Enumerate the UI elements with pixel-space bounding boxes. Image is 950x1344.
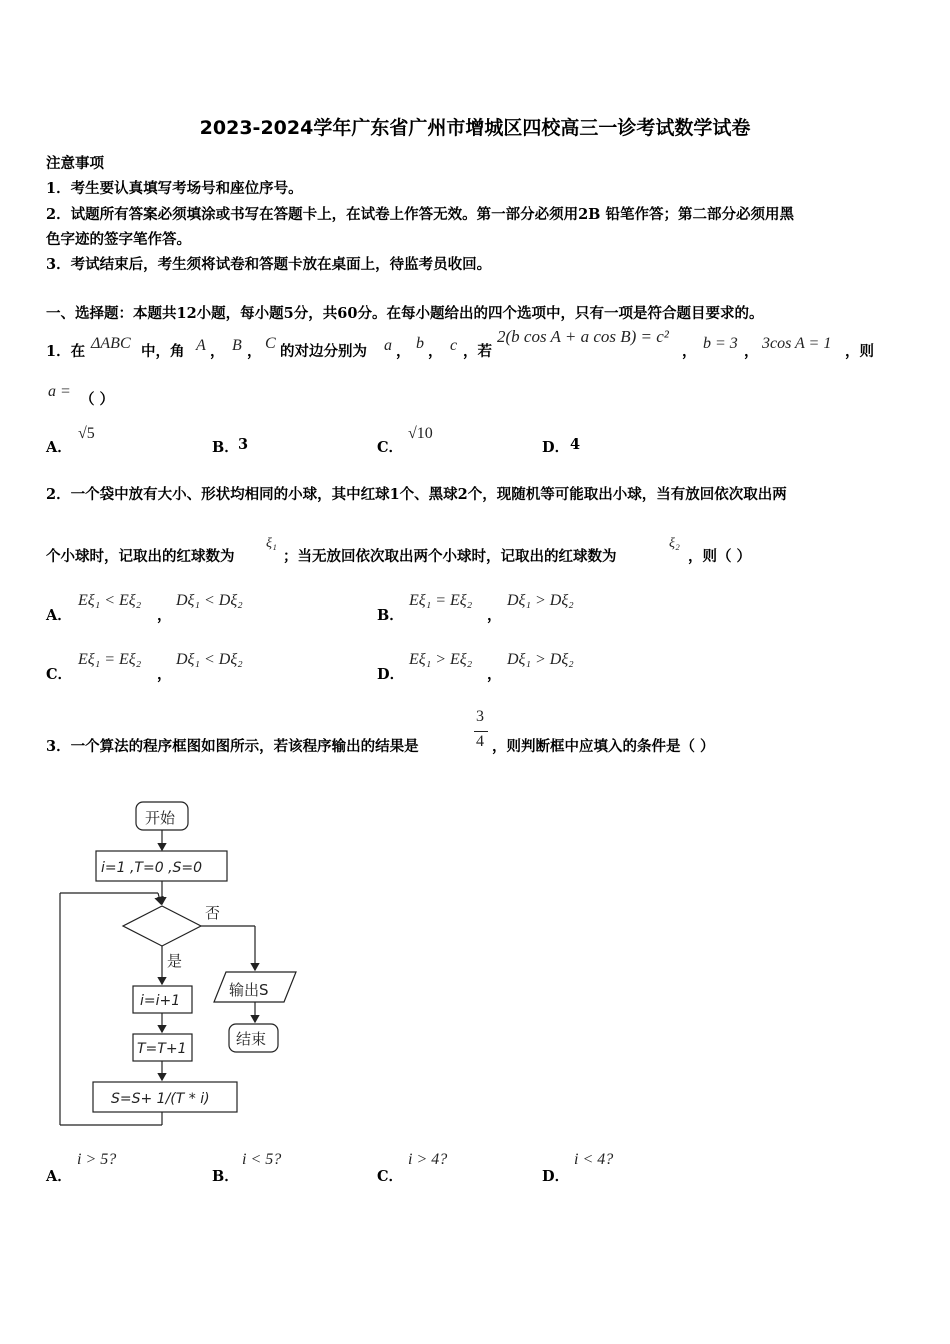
q2-option-d-label: D． [377, 666, 405, 683]
q1-side-b: b [416, 335, 424, 352]
flowchart-decision-diamond [123, 906, 201, 946]
q1-option-c-value: √10 [408, 425, 433, 442]
notice-heading: 注意事项 [46, 155, 104, 172]
flowchart-step3-label: S=S+ 1/(T * i) [111, 1091, 210, 1107]
section-heading: 一、选择题：本题共12小题，每小题5分，共60分。在每小题给出的四个选项中，只有一项是符合题目要求的。 [46, 305, 764, 322]
q1-option-d-label: D． [542, 439, 570, 456]
q3-option-b-value: i < 5? [242, 1151, 282, 1168]
q3-option-c-value: i > 4? [408, 1151, 448, 1168]
q3-option-d-label: D． [542, 1168, 570, 1185]
q1-comma-4: ， [428, 343, 443, 360]
q3-option-c-label: C． [377, 1168, 404, 1185]
q1-comma-1: ， [210, 343, 225, 360]
q3-fraction-numerator: 3 [476, 708, 484, 725]
flowchart-yes-label: 是 [167, 952, 183, 970]
q2-line-1: 2．一个袋中放有大小、形状均相同的小球，其中红球1个、黑球2个，现随机等可能取出小球，当有放回依次取出两 [46, 486, 787, 503]
q1-triangle: ΔABC [91, 335, 131, 352]
notice-item-2: 2．试题所有答案必须填涂或书写在答题卡上，在试卷上作答无效。第一部分必须用2B 铅笔作答；第二部分必须用黑 [46, 206, 794, 223]
q1-angle-a: A [196, 337, 206, 354]
flowchart-output-label: 输出S [229, 981, 269, 999]
q1-angle-c: C [265, 335, 276, 352]
q2-option-c-label: C． [46, 666, 73, 683]
q2-option-b-d: Dξ₁ > Dξ₂ [507, 592, 574, 609]
q3-option-a-label: A． [46, 1168, 72, 1185]
q3-fraction-denominator: 4 [476, 733, 484, 750]
q2-option-c-d: Dξ₁ < Dξ₂ [176, 651, 243, 668]
q3-option-b-label: B． [212, 1168, 239, 1185]
q1-comma-6: ， [744, 343, 759, 360]
q1-comma-5: ， [682, 343, 697, 360]
q2-option-a-d: Dξ₁ < Dξ₂ [176, 592, 243, 609]
page-title: 2023-2024学年广东省广州市增城区四校高三一诊考试数学试卷 [199, 117, 751, 139]
q3-text-2: ，则判断框中应填入的条件是（ ） [492, 738, 715, 755]
q1-paren: （ ） [80, 391, 115, 408]
q3-option-a-value: i > 5? [77, 1151, 117, 1168]
q1-text-2: 的对边分别为 [280, 343, 367, 360]
q1-option-d-value: 4 [570, 436, 581, 453]
q2-option-a-e: Eξ₁ < Eξ₂ [78, 592, 142, 609]
q2-option-b-label: B． [377, 607, 404, 624]
q2-option-c-e: Eξ₁ = Eξ₂ [78, 651, 142, 668]
q2-option-a-comma: ， [157, 607, 172, 624]
q2-option-b-comma: ， [487, 607, 502, 624]
q3-option-d-value: i < 4? [574, 1151, 614, 1168]
flowchart-end-label: 结束 [236, 1030, 267, 1048]
q3-text-1: 3．一个算法的程序框图如图所示，若该程序输出的结果是 [46, 738, 419, 755]
notice-item-1: 1．考生要认真填写考场号和座位序号。 [46, 180, 303, 197]
q2-option-a-label: A． [46, 607, 72, 624]
q2-line-2b: ；当无放回依次取出两个小球时，记取出的红球数为 [283, 548, 617, 565]
flowchart-start-label: 开始 [145, 809, 176, 827]
q1-text-4: ，则 [845, 343, 874, 360]
q1-equation-3: 3cos A = 1 [762, 335, 832, 352]
flowchart-no-label: 否 [205, 904, 221, 922]
notice-item-3: 3．考试结束后，考生须将试卷和答题卡放在桌面上，待监考员收回。 [46, 256, 492, 273]
q2-option-b-e: Eξ₁ = Eξ₂ [409, 592, 473, 609]
q1-option-b-label: B． [212, 439, 239, 456]
q1-comma-2: ， [247, 343, 262, 360]
q1-text-3: ，若 [463, 343, 492, 360]
q1-option-a-label: A． [46, 439, 72, 456]
q1-number: 1．在 [46, 343, 86, 360]
q2-xi2: ξ₂ [669, 536, 680, 551]
q1-side-a: a [384, 337, 392, 354]
flowchart-step2-label: T=T+1 [137, 1041, 187, 1057]
q2-option-d-comma: ， [487, 666, 502, 683]
q2-option-c-comma: ， [157, 666, 172, 683]
q1-ask: a = [48, 383, 71, 400]
q1-angle-b: B [232, 337, 242, 354]
flowchart-step1-label: i=i+1 [140, 993, 181, 1009]
q1-option-b-value: 3 [238, 436, 249, 453]
flowchart-init-label: i=1 ,T=0 ,S=0 [101, 860, 203, 876]
q1-option-c-label: C． [377, 439, 404, 456]
q1-option-a-value: √5 [78, 425, 95, 442]
q2-option-d-d: Dξ₁ > Dξ₂ [507, 651, 574, 668]
q1-text-1: 中，角 [141, 343, 185, 360]
q1-side-c: c [450, 337, 458, 354]
q1-comma-3: ， [396, 343, 411, 360]
q2-line-2c: ，则（ ） [688, 548, 752, 565]
q2-xi1: ξ₁ [266, 536, 277, 551]
q2-line-2a: 个小球时，记取出的红球数为 [46, 548, 235, 565]
notice-item-2-cont: 色字迹的签字笔作答。 [46, 231, 191, 248]
q2-option-d-e: Eξ₁ > Eξ₂ [409, 651, 473, 668]
q1-equation-2: b = 3 [703, 335, 738, 352]
q1-equation: 2(b cos A + a cos B) = c² [497, 327, 669, 346]
